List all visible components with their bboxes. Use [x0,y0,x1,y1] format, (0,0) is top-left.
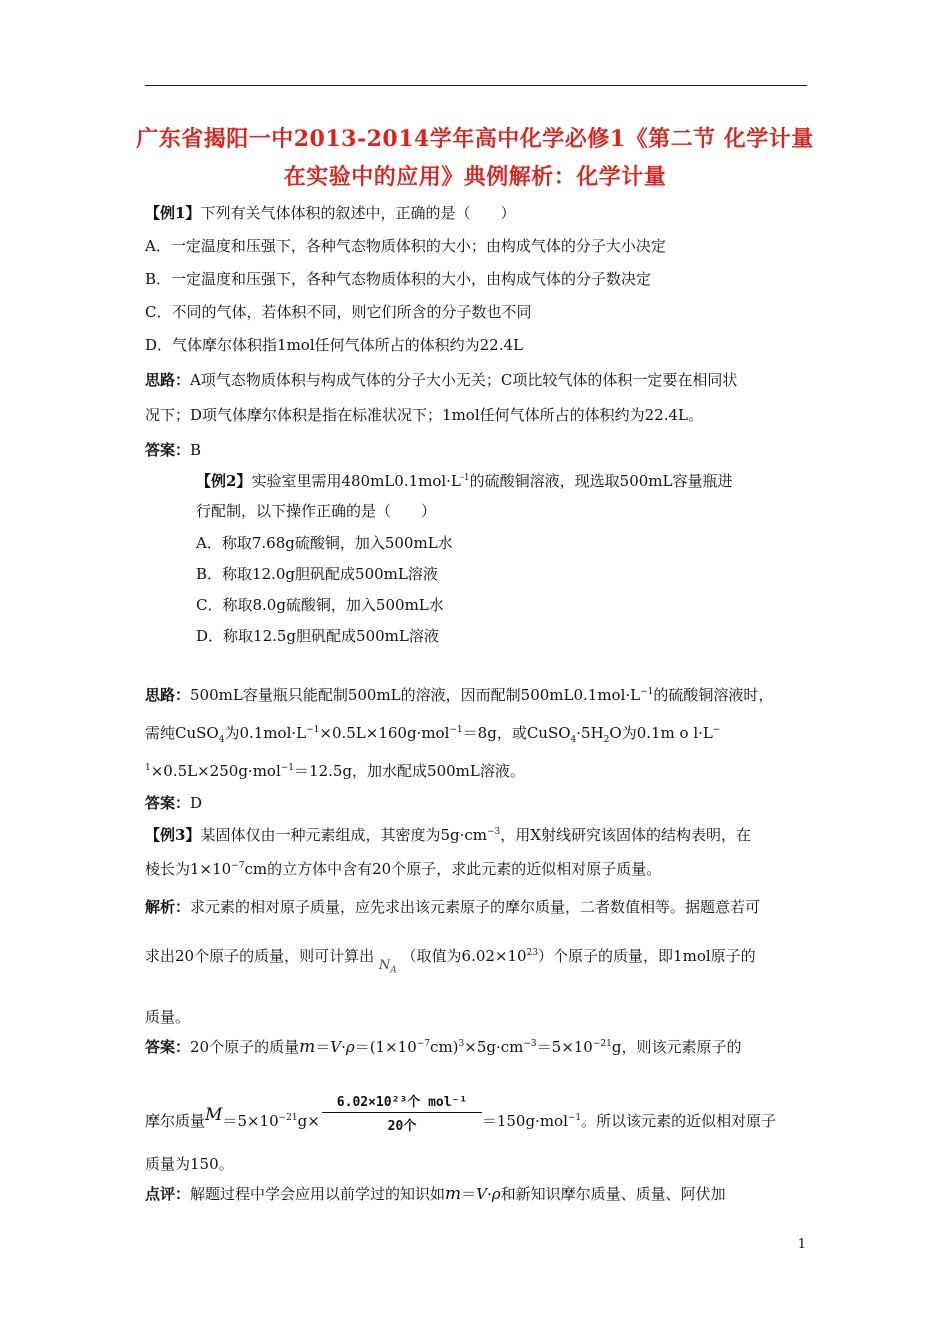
example-1-idea-line-1: 思路：A项气态物质体积与构成气体的分子大小无关；C项比较气体的体积一定要在相同状 [145,371,738,389]
example-1-idea-line-2: 况下；D项气体摩尔体积是指在标准状况下；1mol任何气体所占的体积约为22.4L。 [145,406,703,424]
example-2-label: 【例2】 [196,472,252,490]
doc-title-line-1: 广东省揭阳一中2013-2014学年高中化学必修1《第二节 化学计量 [136,126,814,152]
example-3-analysis-line-3: 质量。 [145,1008,191,1026]
example-2-idea-line-1: 思路：500mL容量瓶只能配制500mL的溶液，因而配制$500mL0.1mol\cdot L^{-1}$的硫酸铜溶液时， [145,686,774,704]
example-3-answer-line-2: 摩尔质量$M=5\times 10^{-21}g\times =150g\cdot mol^{-1}$。所以该元素的近似相对原子 [145,1105,777,1130]
example-3-question-line-1: 【例3】某固体仅由一种元素组成，其密度为$5g\cdot cm^{-3}$，用X射线研究该固体的结构表明，在 [145,826,751,844]
doc-title-line-2: 在实验中的应用》典例解析：化学计量 [283,164,667,190]
header-rule [145,85,807,86]
fraction-denominator: 20个 [387,1119,417,1134]
example-2-option-d: D．称取12.5g胆矾配成500mL溶液 [196,627,439,645]
example-3-label: 【例3】 [145,826,201,844]
example-1-option-a: A．一定温度和压强下，各种气态物质体积的大小；由构成气体的分子大小决定 [145,237,666,255]
example-1-answer: 答案：B [145,441,202,459]
example-2-answer: 答案：D [145,794,203,812]
example-2-idea-line-2: 需纯CuSO$_4$为$0.1mol\cdot L^{-1}\times 0.5L\times 160g\cdot mol^{-1}=8g$，或$CuSO_4\cdot 5H_2O$为0.1m o l·L− [145,724,721,745]
example-1-option-b: B．一定温度和压强下，各种气态物质体积的大小，由构成气体的分子数决定 [145,270,652,288]
example-3-answer-line-1: 答案：20个原子的质量$m=V\cdot\rho=(1\times 10^{-7}cm)^3\times 5g\cdot cm^{-3}=5\times 10^{-21}g$，则该元素原子的 [145,1037,742,1057]
example-2-idea-line-3: $^1$×0.5L×250g·mol$^{-1}$＝12.5g，加水配成500mL溶液。 [145,762,525,780]
example-2-question-line-1: 【例2】实验室里需用$480mL0.1mol\cdot L^{-1}$的硫酸铜溶液，现选取500mL容量瓶进 [196,472,733,490]
example-2-question-line-2: 行配制，以下操作正确的是（ ） [196,502,437,520]
example-3-analysis-line-2: 求出20个原子的质量，则可计算出 $N_A$ （取值为$6.02\times 10^{23}$）个原子的质量，即1mol原子的 [145,947,756,976]
page-number: 1 [797,1237,806,1252]
example-3-answer-line-3: 质量为150。 [145,1155,234,1173]
example-2-option-b: B．称取12.0g胆矾配成500mL溶液 [196,565,438,583]
example-1-label: 【例1】 [145,204,201,222]
example-2-option-a: A．称取7.68g硫酸铜，加入500mL水 [196,534,453,552]
example-3-question-line-2: 棱长为$1\times 10^{-7}cm$的立方体中含有20个原子，求此元素的近似相对原子质量。 [145,860,662,878]
example-1-option-c: C．不同的气体，若体积不同，则它们所含的分子数也不同 [145,303,532,321]
example-1-option-d: D．气体摩尔体积指1mol任何气体所占的体积约为22.4L [145,336,523,354]
avogadro-symbol: $N_A$ [378,958,397,976]
example-3-analysis-line-1: 解析：求元素的相对原子质量，应先求出该元素原子的摩尔质量，二者数值相等。据题意若可 [145,898,761,916]
example-2-option-c: C．称取8.0g硫酸铜，加入500mL水 [196,596,444,614]
example-3-comment: 点评：解题过程中学会应用以前学过的知识如m＝V·ρ和新知识摩尔质量、质量、阿伏加 [145,1184,726,1204]
example-1-question: 【例1】下列有关气体体积的叙述中，正确的是（ ） [145,204,516,222]
fraction-numerator: 6.02×10²³个 mol⁻¹ [336,1095,468,1110]
